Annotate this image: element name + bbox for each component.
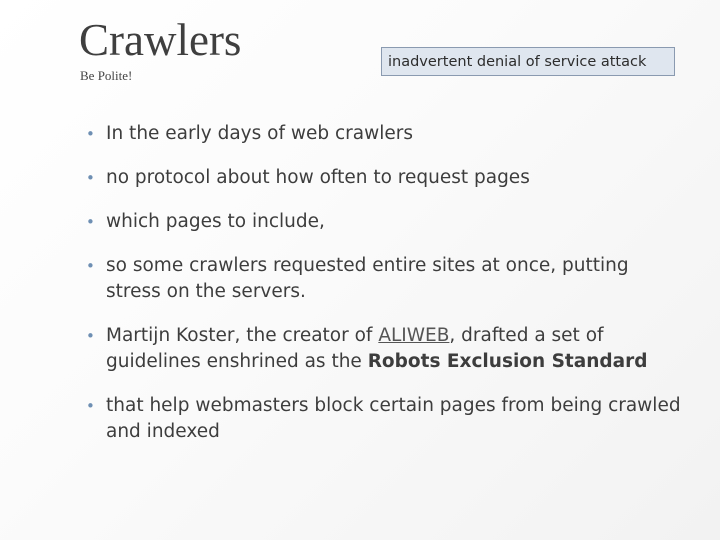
bullet-text-middle: , drafted a set of guidelines enshrined as the bbox=[106, 325, 604, 372]
callout-box: inadvertent denial of service attack bbox=[381, 47, 675, 76]
bullet-text-prefix: Martijn Koster, the creator of bbox=[106, 325, 379, 346]
bullet-marker: • bbox=[86, 397, 95, 415]
bullet-list bbox=[86, 121, 686, 463]
bullet-marker: • bbox=[86, 125, 95, 143]
aliweb-link[interactable]: ALIWEB bbox=[378, 325, 450, 346]
bullet-text: which pages to include, bbox=[106, 211, 325, 232]
bullet-item bbox=[86, 209, 686, 235]
bullet-item bbox=[86, 253, 686, 305]
bullet-text: so some crawlers requested entire sites at once, putting stress on the servers. bbox=[106, 255, 629, 302]
robots-exclusion-standard: Robots Exclusion Standard bbox=[367, 351, 648, 372]
bullet-item bbox=[86, 323, 686, 375]
slide-title: Crawlers bbox=[79, 15, 242, 65]
bullet-text: that help webmasters block certain pages from being crawled and indexed bbox=[106, 395, 681, 442]
bullet-text: In the early days of web crawlers bbox=[106, 123, 414, 144]
slide-subtitle: Be Polite! bbox=[80, 68, 133, 83]
bullet-marker: • bbox=[86, 257, 95, 275]
bullet-marker: • bbox=[86, 213, 95, 231]
bullet-item bbox=[86, 165, 686, 191]
bullet-text: no protocol about how often to request pages bbox=[106, 167, 530, 188]
bullet-marker: • bbox=[86, 327, 95, 345]
bullet-marker: • bbox=[86, 169, 95, 187]
bullet-item bbox=[86, 121, 686, 147]
bullet-item bbox=[86, 393, 686, 445]
